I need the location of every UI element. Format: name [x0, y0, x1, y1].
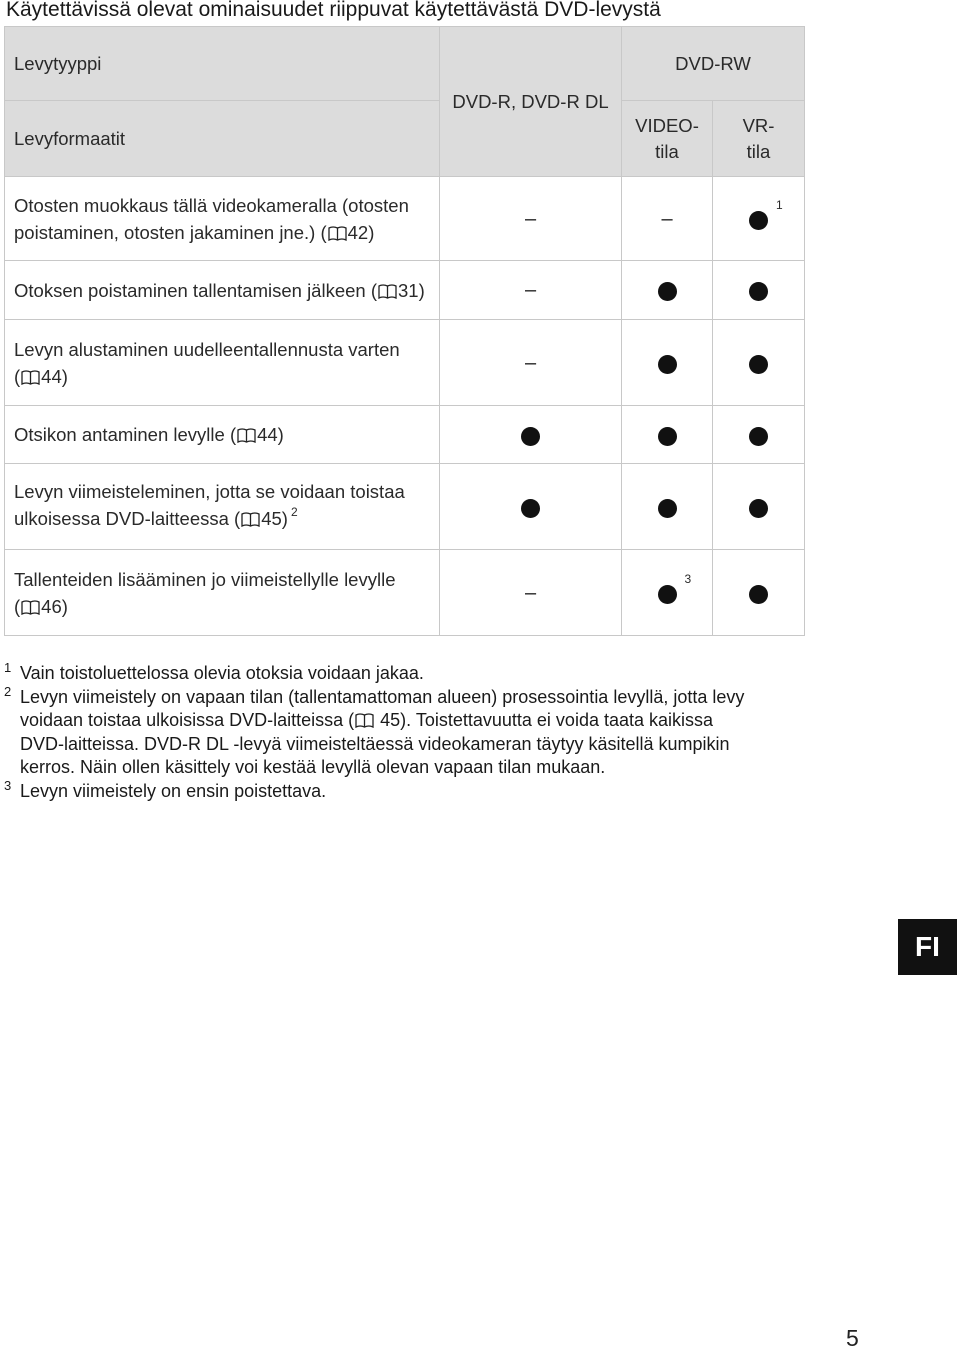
table-row [5, 261, 805, 320]
book-icon [355, 713, 374, 728]
supported-dot-icon [749, 282, 768, 301]
footnote-ref: 1 [776, 198, 783, 212]
feature-label-line1: Levyn viimeisteleminen, jotta se voidaan toistaa [14, 481, 405, 502]
disc-type-header: Levytyyppi [5, 27, 440, 101]
footnote [4, 683, 854, 780]
vr-mode-line1: VR- [742, 114, 775, 136]
cell-vr [713, 261, 805, 320]
page-ref: 45) [261, 508, 288, 529]
feature-label-line1: Otosten muokkaus tällä videokameralla (otosten [14, 194, 409, 216]
footnote-text: kerros. Näin ollen käsittely voi kestää levyllä olevan vapaan tilan mukaan. [20, 757, 606, 777]
cell-dvdr [440, 464, 622, 550]
cell-dvdr [440, 320, 622, 406]
cell-dvdr [440, 177, 622, 261]
feature-label [5, 320, 440, 406]
supported-dot-icon [658, 355, 677, 374]
cell-dvdr [440, 550, 622, 636]
book-icon [237, 428, 256, 443]
video-mode-line1: VIDEO- [635, 114, 699, 136]
header-row-disc-format [5, 101, 805, 177]
footnote-text: Levyn viimeistely on vapaan tilan (tallentamattoman alueen) prosessointia levyllä, jotta levy [20, 686, 745, 707]
cell-dvdr [440, 406, 622, 464]
footnote-text: 45). Toistettavuutta ei voida taata kaikissa [375, 710, 714, 730]
table-row [5, 406, 805, 464]
footnotes [4, 662, 854, 803]
footnote-text: DVD-laitteissa. DVD-R DL -levyä viimeisteltäessä videokameran täytyy käsitellä kumpikin [20, 733, 730, 754]
feature-label-line1: Levyn alustaminen uudelleentallennusta varten [14, 338, 400, 360]
footnote-text: Levyn viimeistely on ensin poistettava. [20, 780, 327, 801]
supported-dot-icon [658, 585, 677, 604]
page-title: Käytettävissä olevat ominaisuudet riippuvat käytettävästä DVD-levystä [6, 0, 661, 21]
feature-label [5, 550, 440, 636]
cell-dvdr [440, 261, 622, 320]
book-icon [241, 512, 260, 527]
unsupported-dash: – [524, 207, 537, 230]
dvdrw-header: DVD-RW [622, 27, 805, 101]
footnote-number: 1 [4, 660, 12, 675]
footnote-text: voidaan toistaa ulkoisissa DVD-laitteissa ( [20, 710, 355, 730]
feature-label-line2: poistaminen, otosten jakaminen jne.) ( [14, 221, 327, 243]
book-icon [328, 226, 347, 241]
table-row [5, 177, 805, 261]
page-ref: 44) [257, 424, 284, 445]
cell-vr [713, 406, 805, 464]
footnote [4, 777, 854, 804]
footnote-ref: 2 [290, 505, 298, 519]
feature-label [5, 464, 440, 550]
feature-label-line1: Tallenteiden lisääminen jo viimeistellylle levylle [14, 568, 396, 590]
footnote-number: 3 [4, 777, 12, 793]
supported-dot-icon [749, 499, 768, 518]
feature-label-line1: Otoksen poistaminen tallentamisen jälkeen ( [14, 279, 377, 301]
feature-label [5, 406, 440, 464]
page-number: 5 [846, 1325, 859, 1351]
page-ref: 31) [398, 279, 425, 301]
supported-dot-icon [521, 499, 540, 518]
cell-video [622, 550, 713, 636]
page-ref: 46) [41, 595, 68, 617]
feature-label [5, 261, 440, 320]
disc-format-header: Levyformaatit [5, 101, 440, 177]
table-row [5, 320, 805, 406]
page-ref: 44) [41, 365, 68, 387]
page-ref: 42) [347, 221, 375, 243]
book-icon [21, 370, 40, 385]
book-icon [378, 284, 397, 299]
feature-label-line2: ulkoisessa DVD-laitteessa ( [14, 508, 241, 529]
footnote [4, 662, 854, 686]
unsupported-dash: – [524, 581, 537, 604]
cell-vr [713, 464, 805, 550]
cell-vr [713, 550, 805, 636]
cell-video [622, 177, 713, 261]
supported-dot-icon [658, 427, 677, 446]
feature-label-line1: Otsikon antaminen levylle ( [14, 424, 237, 445]
feature-label-line2: ( [14, 365, 21, 387]
vr-mode-line2: tila [746, 140, 771, 162]
supported-dot-icon [749, 211, 768, 230]
supported-dot-icon [749, 427, 768, 446]
vr-mode-header [713, 101, 805, 177]
table-row [5, 550, 805, 636]
header-row-disc-type [5, 27, 805, 101]
footnote-text: Vain toistoluettelossa olevia otoksia voidaan jakaa. [20, 663, 424, 683]
footnote-number: 2 [4, 683, 12, 699]
unsupported-dash: – [661, 207, 673, 230]
supported-dot-icon [749, 585, 768, 604]
unsupported-dash: – [524, 351, 537, 374]
features-table [4, 26, 805, 636]
cell-video [622, 406, 713, 464]
language-tab: FI [898, 919, 957, 975]
table-row [5, 464, 805, 550]
supported-dot-icon [658, 282, 677, 301]
supported-dot-icon [521, 427, 540, 446]
feature-label [5, 177, 440, 261]
supported-dot-icon [658, 499, 677, 518]
cell-video [622, 464, 713, 550]
dvdr-header: DVD-R, DVD-R DL [440, 27, 622, 177]
footnote-ref: 3 [684, 572, 692, 586]
book-icon [21, 600, 40, 615]
unsupported-dash: – [524, 279, 537, 301]
feature-label-line2: ( [14, 595, 21, 617]
video-mode-line2: tila [655, 140, 679, 162]
supported-dot-icon [749, 355, 768, 374]
cell-vr [713, 177, 805, 261]
cell-vr [713, 320, 805, 406]
cell-video [622, 261, 713, 320]
video-mode-header [622, 101, 713, 177]
cell-video [622, 320, 713, 406]
